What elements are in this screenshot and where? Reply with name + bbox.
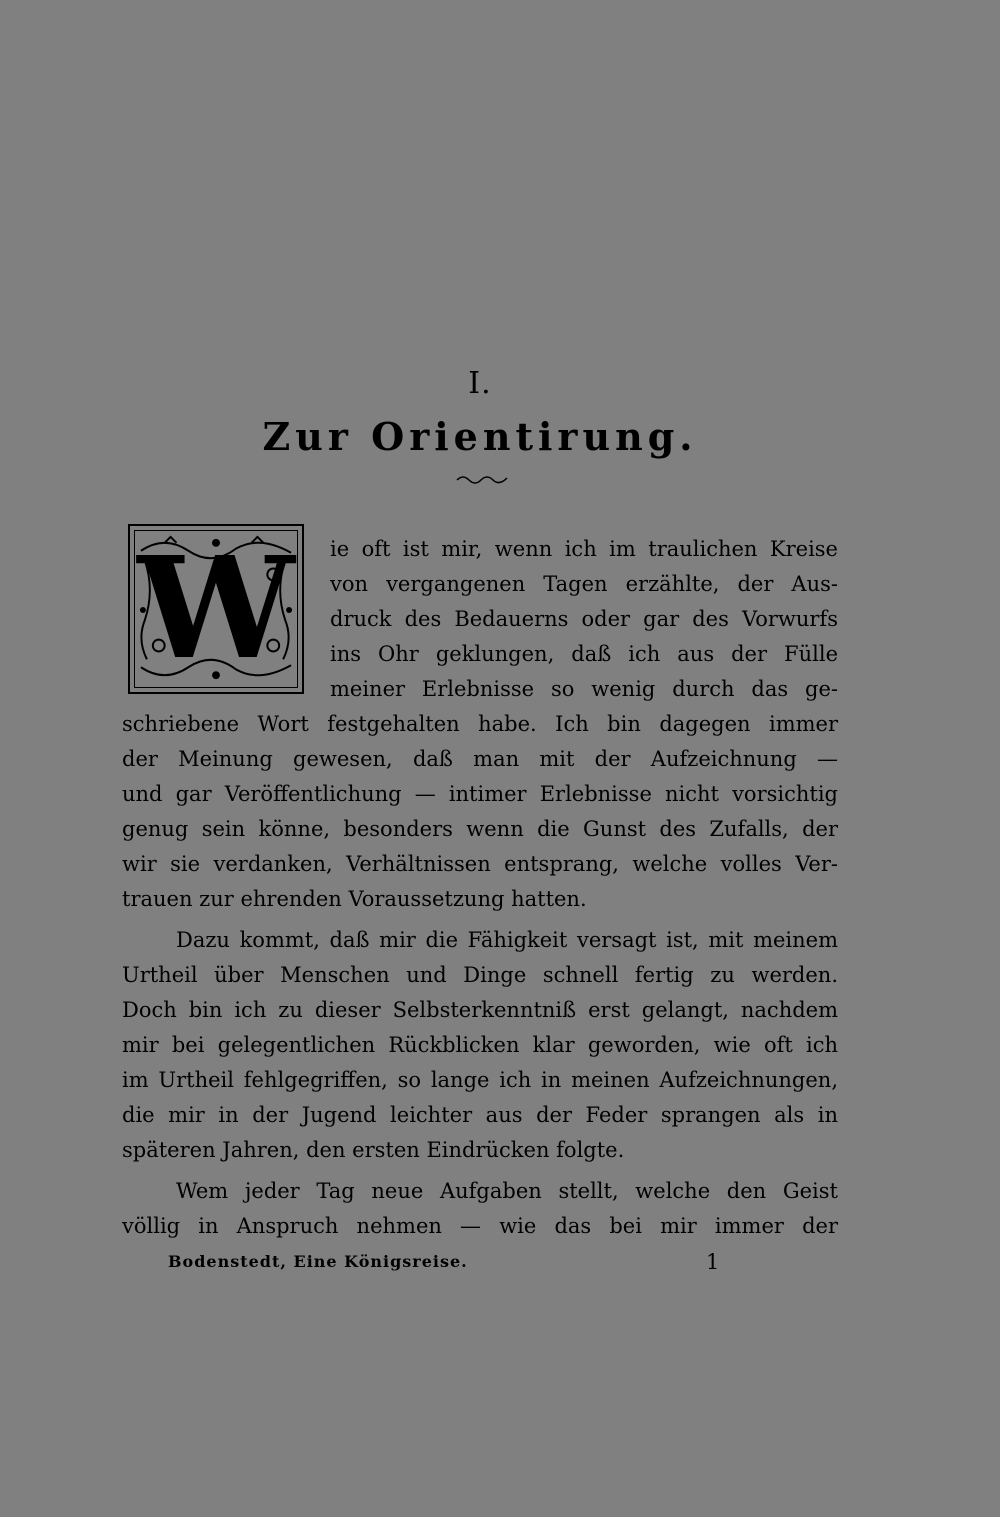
- text-line: Dazu kommt, daß mir die Fähigkeit versagt ist, mit meinem: [176, 928, 838, 952]
- text-line: wir sie verdanken, Verhältnissen entsprang, welche volles Ver-: [122, 852, 838, 876]
- initial-letter: W: [137, 530, 295, 688]
- text-line: der Meinung gewesen, daß man mit der Aufzeichnung —: [122, 747, 838, 771]
- text-line: genug sein könne, besonders wenn die Gunst des Zufalls, der: [122, 817, 838, 841]
- footer-signature: Bodenstedt, Eine Königsreise.: [168, 1252, 468, 1271]
- text-line: ins Ohr geklungen, daß ich aus der Fülle: [330, 642, 838, 666]
- text-line: späteren Jahren, den ersten Eindrücken folgte.: [122, 1138, 625, 1162]
- text-line: völlig in Anspruch nehmen — wie das bei mir immer der: [122, 1214, 838, 1238]
- text-line: Wem jeder Tag neue Aufgaben stellt, welche den Geist: [176, 1179, 838, 1203]
- chapter-number: I.: [468, 366, 492, 401]
- text-line: ie oft ist mir, wenn ich im traulichen Kreise: [330, 537, 838, 561]
- text-line: meiner Erlebnisse so wenig durch das ge-: [330, 677, 838, 701]
- text-line: im Urtheil fehlgegriffen, so lange ich in meinen Aufzeichnungen,: [122, 1068, 838, 1092]
- text-line: schriebene Wort festgehalten habe. Ich bin dagegen immer: [122, 712, 838, 736]
- text-line: Urtheil über Menschen und Dinge schnell fertig zu werden.: [122, 963, 838, 987]
- text-line: Doch bin ich zu dieser Selbsterkenntniß erst gelangt, nachdem: [122, 998, 838, 1022]
- chapter-title: Zur Orientirung.: [262, 414, 698, 459]
- text-line: mir bei gelegentlichen Rückblicken klar geworden, wie oft ich: [122, 1033, 838, 1057]
- text-line: und gar Veröffentlichung — intimer Erlebnisse nicht vorsichtig: [122, 782, 838, 806]
- text-line: von vergangenen Tagen erzählte, der Aus-: [330, 572, 838, 596]
- text-line: druck des Bedauerns oder gar des Vorwurfs: [330, 607, 838, 631]
- text-line: trauen zur ehrenden Voraussetzung hatten.: [122, 887, 587, 911]
- page-number: 1: [706, 1250, 720, 1274]
- decorated-initial: [128, 524, 304, 694]
- ornament-divider-icon: [455, 472, 509, 484]
- text-line: die mir in der Jugend leichter aus der Feder sprangen als in: [122, 1103, 838, 1127]
